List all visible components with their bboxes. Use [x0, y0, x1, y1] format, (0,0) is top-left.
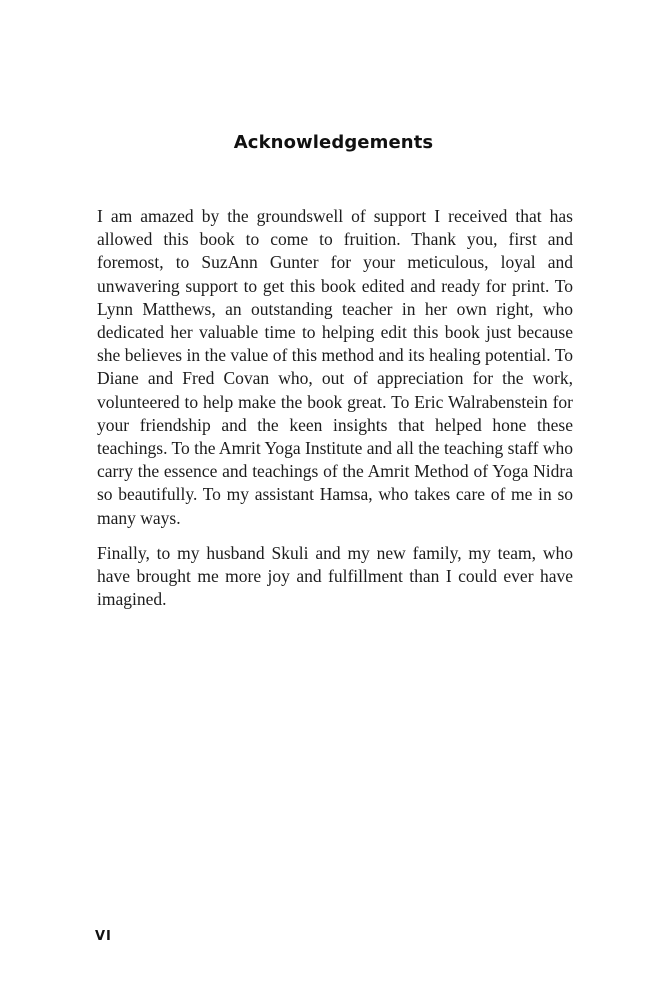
page-title: Acknowledgements — [233, 132, 434, 153]
page-number: VI — [95, 929, 112, 944]
acknowledgement-paragraph-1: I am amazed by the groundswell of support I received that has allowed this book to come to fruition. Thank you, first and foremost, to SuzAnn Gunter for your meticulous, loyal and unwavering support to get this book edited and ready for print. To Lynn Matthews, an outstanding teacher in her own right, who dedicated her valuable time to helping edit this book just because she believes in the value of this method and its healing potential. To Diane and Fred Covan who, out of appreciation for the work, volunteered to help make the book great. To Eric Walrabenstein for your friendship and the keen insights that helped hone these teachings. To the Amrit Yoga Institute and all the teaching staff who carry the essence and teachings of the Amrit Method of Yoga Nidra so beautifully. To my assistant Hamsa, who takes care of me in so many ways. — [97, 206, 573, 528]
acknowledgement-paragraph-2: Finally, to my husband Skuli and my new family, my team, who have brought me more joy and fulfillment than I could ever have imagined. — [97, 543, 573, 610]
